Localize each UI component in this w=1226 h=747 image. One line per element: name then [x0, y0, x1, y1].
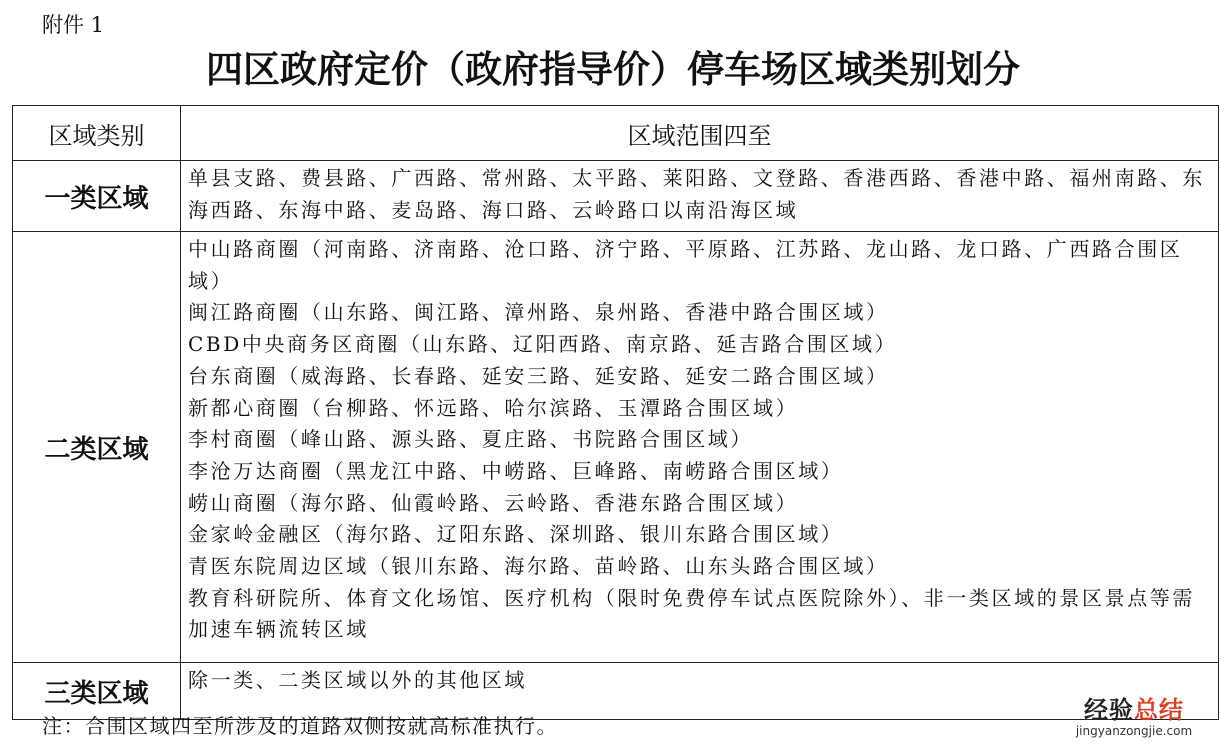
- scope-line-xinduxin: 新都心商圈（台柳路、怀远路、哈尔滨路、玉潭路合围区域）: [188, 395, 799, 420]
- table-row-class-2: [13, 232, 1219, 663]
- watermark-text-b: 总结: [1134, 696, 1184, 724]
- watermark-url: jingyanzongjie.com: [1075, 724, 1193, 738]
- table-header-row: [13, 106, 1219, 161]
- watermark-text-a: 经验: [1084, 696, 1134, 724]
- attachment-label: 附件 1: [42, 13, 105, 37]
- watermark-text: [1054, 696, 1214, 724]
- scope-class-1: [181, 161, 1219, 232]
- scope-line-institutions: 教育科研院所、体育文化场馆、医疗机构（限时免费停车试点医院除外）、非一类区域的景区景点等需加速车辆流转区域: [188, 585, 1195, 642]
- category-class-3: 三类区域: [13, 663, 181, 720]
- table-row-class-1: [13, 161, 1219, 232]
- scope-line-zhongshan: 中山路商圈（河南路、济南路、沧口路、济宁路、平原路、江苏路、龙山路、龙口路、广西路合围区域）: [188, 237, 1183, 293]
- category-class-2: 二类区域: [13, 232, 181, 663]
- scope-line-laoshan: 崂山商圈（海尔路、仙霞岭路、云岭路、香港东路合围区域）: [188, 490, 799, 515]
- category-class-1: 一类区域: [13, 161, 181, 232]
- watermark-logo: [1054, 696, 1214, 739]
- scope-line-minjiang: 闽江路商圈（山东路、闽江路、漳州路、泉州路、香港中路合围区域）: [188, 300, 889, 325]
- footnote: 注：合围区域四至所涉及的道路双侧按就高标准执行。: [42, 714, 558, 738]
- scope-class-2: [181, 232, 1219, 663]
- scope-line: 除一类、二类区域以外的其他区域: [188, 668, 527, 692]
- header-region-category: 区域类别: [13, 106, 181, 161]
- scope-line-jinjialing: 金家岭金融区（海尔路、辽阳东路、深圳路、银川东路合围区域）: [188, 522, 844, 547]
- scope-line-taidong: 台东商圈（威海路、长春路、延安三路、延安路、延安二路合围区域）: [188, 363, 889, 388]
- document-title: 四区政府定价（政府指导价）停车场区域类别划分: [206, 48, 1020, 91]
- scope-line: 单县支路、费县路、广西路、常州路、太平路、莱阳路、文登路、香港西路、香港中路、福州南路、东海西路、东海中路、麦岛路、海口路、云岭路口以南沿海区域: [188, 166, 1205, 222]
- scope-line-qingyi-dongyuan: 青医东院周边区域（银川东路、海尔路、苗岭路、山东头路合围区域）: [188, 554, 889, 579]
- scope-line-licun: 李村商圈（峰山路、源头路、夏庄路、书院路合围区域）: [188, 427, 753, 452]
- scope-line-cbd: CBD中央商务区商圈（山东路、辽阳西路、南京路、延吉路合围区域）: [188, 332, 898, 357]
- header-region-scope: 区域范围四至: [181, 106, 1219, 161]
- region-classification-table: [12, 105, 1219, 720]
- scope-line-licang-wanda: 李沧万达商圈（黑龙江中路、中崂路、巨峰路、南崂路合围区域）: [188, 458, 844, 483]
